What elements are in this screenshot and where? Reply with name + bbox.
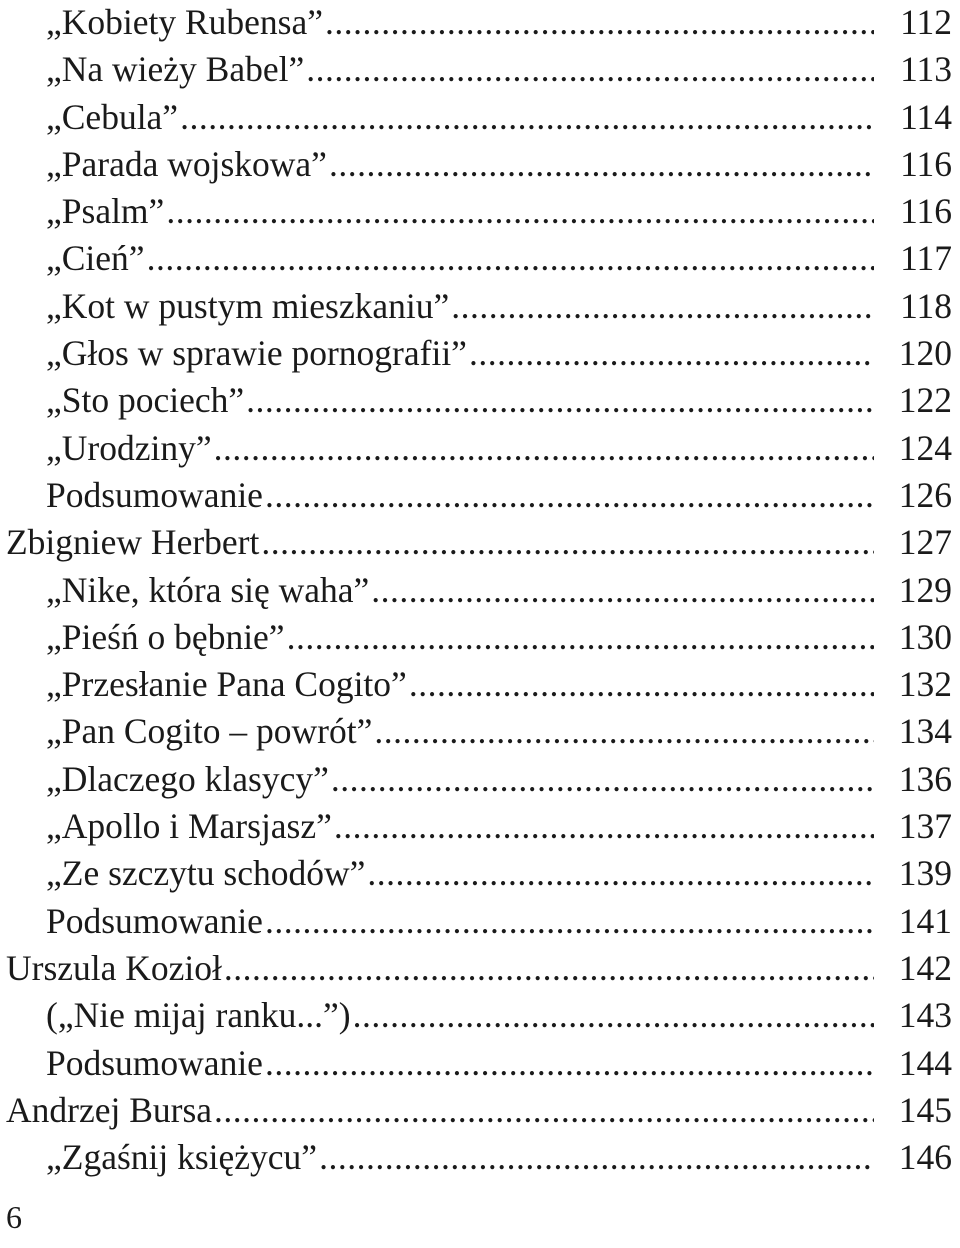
toc-entry-title: „Na wieży Babel”	[46, 49, 305, 90]
dot-leader	[374, 708, 874, 755]
dot-leader	[319, 1134, 874, 1181]
toc-entry-title: („Nie mijaj ranku...”)	[46, 995, 351, 1036]
dot-leader	[334, 803, 874, 850]
dot-leader	[214, 425, 874, 472]
dot-leader	[147, 235, 874, 282]
toc-entry-title: „Nike, która się waha”	[46, 569, 370, 610]
toc-entry-title: „Urodziny”	[46, 427, 212, 468]
dot-leader	[367, 850, 874, 897]
toc-entry-page: 118	[900, 285, 952, 326]
toc-entry	[6, 708, 952, 755]
toc-entry-page: 144	[898, 1042, 952, 1083]
dot-leader	[261, 519, 874, 566]
toc-entry-title: „Ze szczytu schodów”	[46, 853, 366, 894]
dot-leader	[331, 756, 874, 803]
toc-entry-title: „Kot w pustym mieszkaniu”	[46, 285, 450, 326]
toc-entry-page: 141	[898, 900, 952, 941]
toc-entry-page: 134	[898, 711, 952, 752]
toc-entry-page: 126	[898, 474, 952, 515]
dot-leader	[451, 283, 874, 330]
dot-leader	[325, 0, 874, 46]
toc-entry-title: „Apollo i Marsjasz”	[46, 806, 332, 847]
toc-entry	[6, 661, 952, 708]
toc-entry-title: „Pieśń o bębnie”	[46, 616, 285, 657]
toc-entry-page: 130	[898, 616, 952, 657]
toc-entry-page: 124	[898, 427, 952, 468]
toc-entry-title: „Cień”	[46, 238, 145, 279]
toc-entry-page: 120	[898, 333, 952, 374]
toc-entry	[6, 425, 952, 472]
toc-entry	[6, 377, 952, 424]
toc-entry-page: 117	[900, 238, 952, 279]
toc-entry-page: 116	[900, 143, 952, 184]
toc-entry-title: „Głos w sprawie pornografii”	[46, 333, 467, 374]
toc-entry	[6, 46, 952, 93]
toc-entry-page: 139	[898, 853, 952, 894]
dot-leader	[287, 614, 874, 661]
toc-entry-title: „Sto pociech”	[46, 380, 245, 421]
toc-entry-title: „Zgaśnij księżycu”	[46, 1137, 318, 1178]
toc-entry-title: „Dlaczego klasycy”	[46, 758, 329, 799]
toc-entry-title: „Pan Cogito – powrót”	[46, 711, 373, 752]
toc-entry	[6, 945, 952, 992]
toc-entry-title: „Przesłanie Pana Cogito”	[46, 664, 407, 705]
toc-entry-title: „Parada wojskowa”	[46, 143, 327, 184]
dot-leader	[329, 141, 874, 188]
toc-entry	[6, 519, 952, 566]
toc-entry-page: 136	[898, 758, 952, 799]
toc-entry	[6, 0, 952, 46]
dot-leader	[265, 898, 874, 945]
dot-leader	[469, 330, 874, 377]
toc-entry	[6, 803, 952, 850]
dot-leader	[224, 945, 874, 992]
table-of-contents	[6, 0, 952, 1181]
toc-entry-title: Podsumowanie	[46, 474, 263, 515]
dot-leader	[246, 377, 874, 424]
toc-entry-title: „Psalm”	[46, 191, 165, 232]
toc-entry	[6, 614, 952, 661]
toc-entry-page: 146	[898, 1137, 952, 1178]
toc-entry-page: 113	[900, 49, 952, 90]
dot-leader	[180, 94, 874, 141]
dot-leader	[166, 188, 874, 235]
toc-entry	[6, 283, 952, 330]
toc-entry	[6, 472, 952, 519]
toc-entry	[6, 756, 952, 803]
toc-entry-page: 114	[900, 96, 952, 137]
toc-entry	[6, 1134, 952, 1181]
toc-entry	[6, 898, 952, 945]
toc-entry	[6, 188, 952, 235]
dot-leader	[265, 472, 874, 519]
toc-entry	[6, 94, 952, 141]
toc-entry-title: Urszula Kozioł	[6, 947, 222, 988]
toc-entry-page: 132	[898, 664, 952, 705]
toc-entry-title: „Kobiety Rubensa”	[46, 2, 324, 42]
toc-entry-page: 127	[898, 522, 952, 563]
toc-entry	[6, 1040, 952, 1087]
dot-leader	[371, 567, 874, 614]
toc-entry-title: Podsumowanie	[46, 900, 263, 941]
toc-entry	[6, 1087, 952, 1134]
toc-entry-page: 112	[900, 2, 952, 42]
toc-entry	[6, 992, 952, 1039]
toc-entry	[6, 141, 952, 188]
dot-leader	[353, 992, 874, 1039]
toc-entry	[6, 850, 952, 897]
toc-entry-page: 129	[898, 569, 952, 610]
toc-entry	[6, 235, 952, 282]
toc-entry-page: 116	[900, 191, 952, 232]
toc-entry-title: Andrzej Bursa	[6, 1089, 213, 1130]
toc-entry-title: Podsumowanie	[46, 1042, 263, 1083]
toc-entry-page: 143	[898, 995, 952, 1036]
toc-entry-page: 122	[898, 380, 952, 421]
toc-entry-title: Zbigniew Herbert	[6, 522, 260, 563]
dot-leader	[265, 1040, 874, 1087]
toc-entry-page: 137	[898, 806, 952, 847]
toc-entry-page: 145	[898, 1089, 952, 1130]
toc-entry	[6, 567, 952, 614]
toc-entry-title: „Cebula”	[46, 96, 179, 137]
dot-leader	[306, 46, 874, 93]
toc-entry	[6, 330, 952, 377]
toc-entry-page: 142	[898, 947, 952, 988]
dot-leader	[214, 1087, 874, 1134]
page-number: 6	[6, 1199, 22, 1235]
dot-leader	[409, 661, 874, 708]
